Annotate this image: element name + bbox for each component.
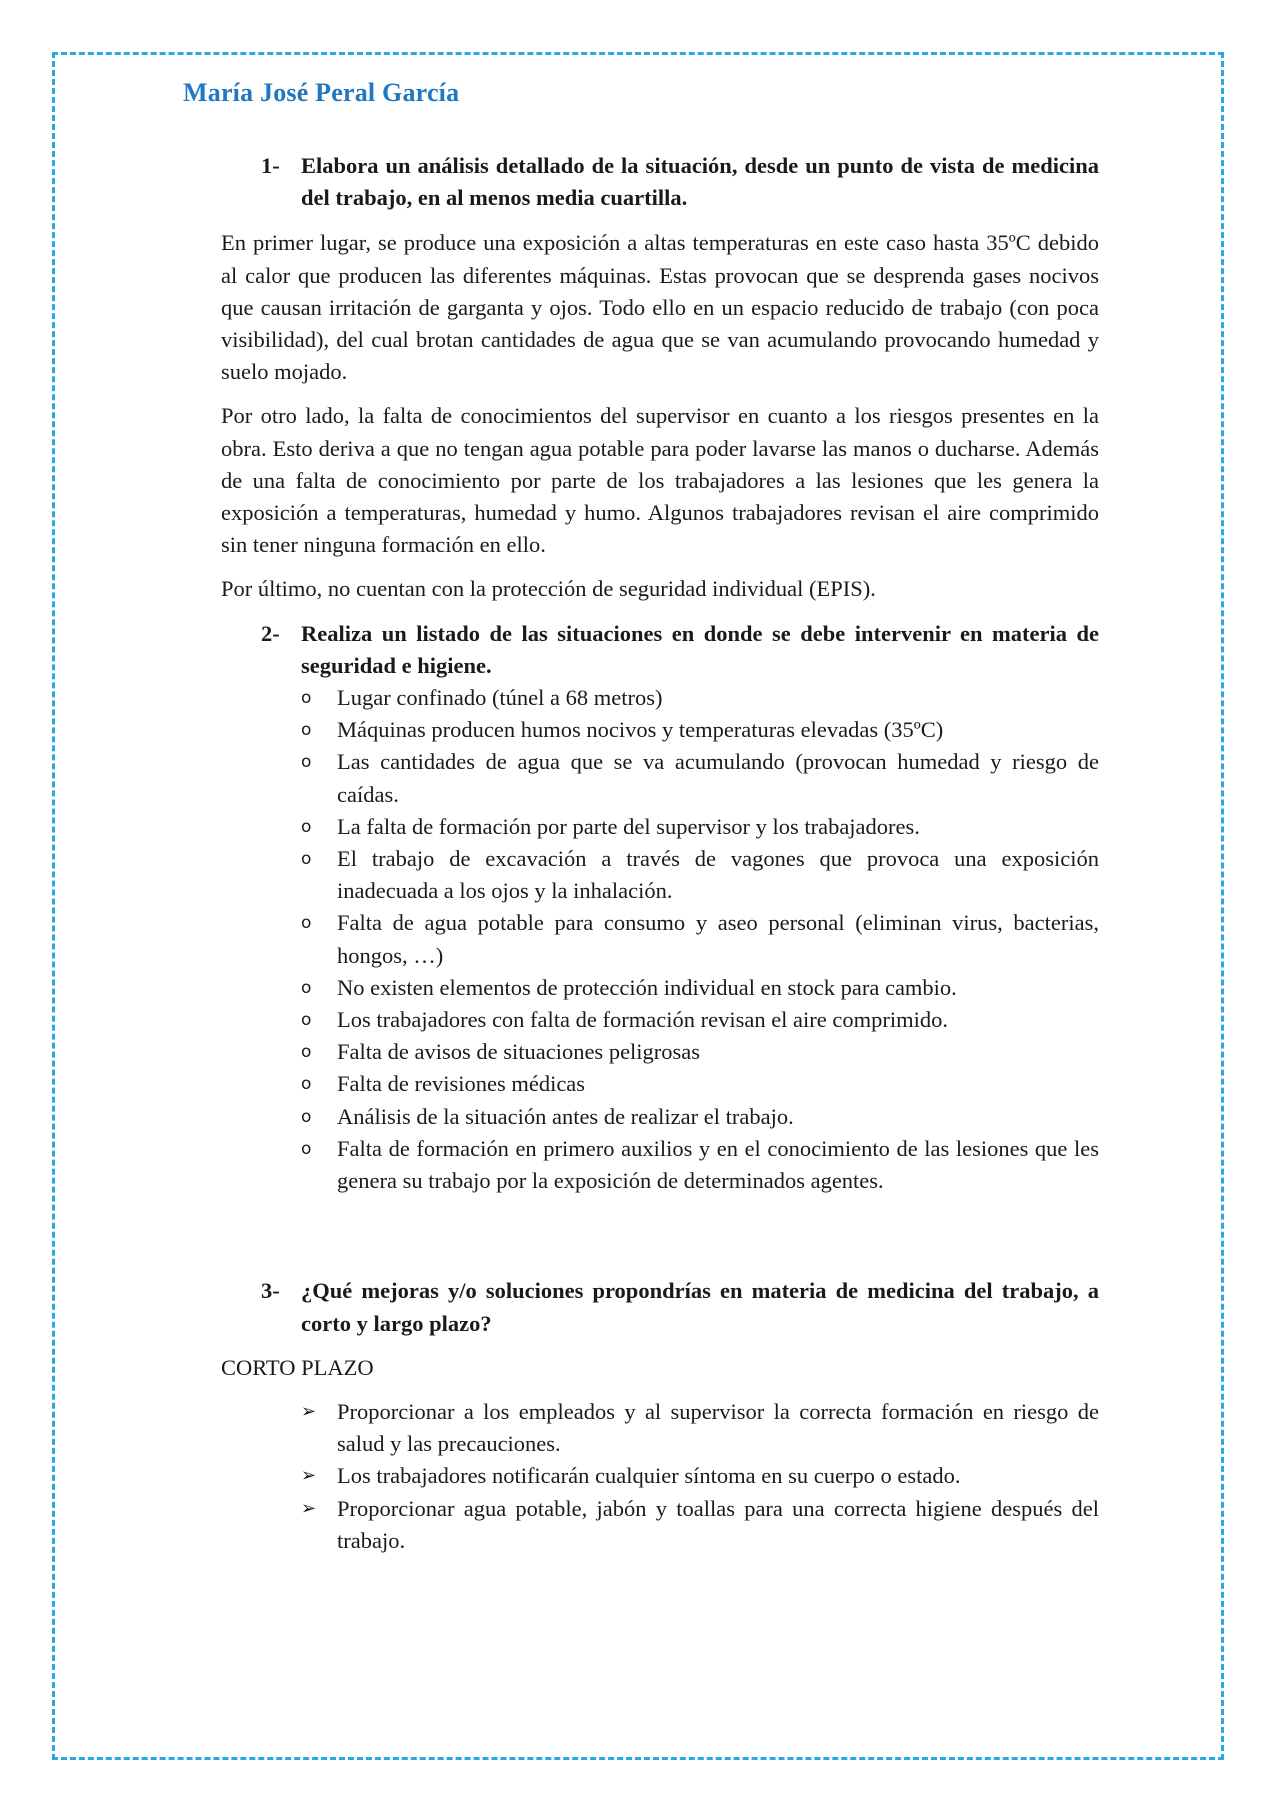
list-item: o Análisis de la situación antes de realizar el trabajo. (301, 1101, 1099, 1133)
list-item: ➢ Proporcionar a los empleados y al supervisor la correcta formación en riesgo de salud y las precauciones. (301, 1396, 1099, 1460)
question-3-text: ¿Qué mejoras y/o soluciones propondrías en materia de medicina del trabajo, a corto y largo plazo? (301, 1278, 1099, 1336)
arrow-bullet-icon: ➢ (301, 1465, 317, 1487)
list-item: o Máquinas producen humos nocivos y temperaturas elevadas (35ºC) (301, 714, 1099, 746)
bullet-icon: o (301, 752, 312, 773)
author-name: María José Peral García (183, 78, 460, 107)
list-item: ➢ Proporcionar agua potable, jabón y toallas para una correcta higiene después del trabajo. (301, 1493, 1099, 1557)
list-item: o Falta de revisiones médicas (301, 1068, 1099, 1100)
question-1-heading (261, 150, 1099, 214)
list-item: o No existen elementos de protección individual en stock para cambio. (301, 972, 1099, 1004)
question-2-number: 2- (261, 620, 280, 646)
list-item: o Falta de formación en primero auxilios y en el conocimiento de las lesiones que les genera su trabajo por la exposición de determinados agentes. (301, 1133, 1099, 1197)
list-item: ➢ Los trabajadores notificarán cualquier síntoma en su cuerpo o estado. (301, 1460, 1099, 1492)
q3-short-term-list (261, 1396, 1099, 1557)
list-item: o Las cantidades de agua que se va acumulando (provocan humedad y riesgo de caídas. (301, 746, 1099, 810)
question-3-number: 3- (261, 1278, 280, 1304)
list-item: o Falta de avisos de situaciones peligrosas (301, 1036, 1099, 1068)
bullet-icon: o (301, 1010, 312, 1031)
arrow-bullet-icon: ➢ (301, 1400, 317, 1422)
list-item: o La falta de formación por parte del supervisor y los trabajadores. (301, 811, 1099, 843)
bullet-icon: o (301, 688, 312, 709)
document-body (221, 150, 1099, 1557)
question-2-text: Realiza un listado de las situaciones en donde se debe intervenir en materia de seguridad e higiene. (301, 620, 1099, 678)
corto-plazo-subheading: CORTO PLAZO (221, 1354, 374, 1380)
bullet-icon: o (301, 1138, 312, 1159)
q1-paragraph-2: Por otro lado, la falta de conocimientos del supervisor en cuanto a los riesgos presentes en la obra. Esto deriva a que no tengan agua potable para poder lavarse las manos o ducharse. Además de una falta de conocimiento por parte de los trabajadores a las lesiones que les genera la exposición a temperaturas, humedad y humo. Algunos trabajadores revisan el aire comprimido sin tener ninguna formación en ello. (221, 403, 1099, 558)
list-item: o Los trabajadores con falta de formación revisan el aire comprimido. (301, 1004, 1099, 1036)
bullet-icon: o (301, 913, 312, 934)
bullet-icon: o (301, 816, 312, 837)
question-2-heading (261, 618, 1099, 682)
question-1-number: 1- (261, 153, 280, 178)
list-item: o Lugar confinado (túnel a 68 metros) (301, 682, 1099, 714)
bullet-icon: o (301, 720, 312, 741)
list-item: o Falta de agua potable para consumo y aseo personal (eliminan virus, bacterias, hongos, …) (301, 907, 1099, 971)
bullet-icon: o (301, 1074, 312, 1095)
arrow-bullet-icon: ➢ (301, 1497, 317, 1519)
bullet-icon: o (301, 849, 312, 870)
q1-paragraph-3: Por último, no cuentan con la protección de seguridad individual (EPIS). (221, 576, 876, 602)
question-3-heading (261, 1275, 1099, 1339)
q1-paragraph-1: En primer lugar, se produce una exposición a altas temperaturas en este caso hasta 35ºC debido al calor que producen las diferentes máquinas. Estas provocan que se desprenda gases nocivos que causan irritación de garganta y ojos. Todo ello en un espacio reducido de trabajo (con poca visibilidad), del cual brotan cantidades de agua que se van acumulando provocando humedad y suelo mojado. (221, 230, 1099, 385)
list-item: o El trabajo de excavación a través de vagones que provoca una exposición inadecuada a los ojos y la inhalación. (301, 843, 1099, 907)
bullet-icon: o (301, 1042, 312, 1063)
q2-situations-list (261, 682, 1099, 1197)
bullet-icon: o (301, 977, 312, 998)
bullet-icon: o (301, 1106, 312, 1127)
question-1-text: Elabora un análisis detallado de la situación, desde un punto de vista de medicina del trabajo, en al menos media cuartilla. (301, 153, 1099, 211)
